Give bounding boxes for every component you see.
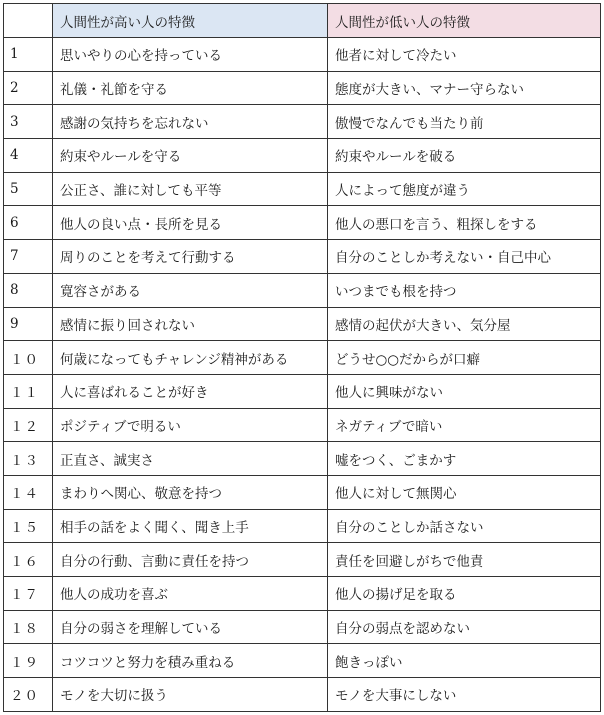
low-humanity-trait: 自分のことしか考えない・自己中心 (328, 240, 601, 274)
low-humanity-trait: いつまでも根を持つ (328, 273, 601, 307)
row-number: １９ (4, 644, 53, 678)
high-humanity-trait: モノを大切に扱う (53, 678, 328, 712)
low-humanity-trait: ネガティブで暗い (328, 408, 601, 442)
row-number: １６ (4, 543, 53, 577)
row-number: 3 (4, 105, 53, 139)
high-humanity-trait: 寛容さがある (53, 273, 328, 307)
table-row (4, 71, 601, 105)
table-row (4, 577, 601, 611)
row-number: １２ (4, 408, 53, 442)
table-row (4, 610, 601, 644)
table-row (4, 341, 601, 375)
high-humanity-trait: まわりへ関心、敬意を持つ (53, 475, 328, 509)
row-number: 6 (4, 206, 53, 240)
row-number: １５ (4, 509, 53, 543)
table-row (4, 475, 601, 509)
high-humanity-trait: 自分の弱さを理解している (53, 610, 328, 644)
table-row (4, 38, 601, 72)
table-row (4, 172, 601, 206)
table-row (4, 374, 601, 408)
low-humanity-trait: 他人に興味がない (328, 374, 601, 408)
header-low-humanity: 人間性が低い人の特徴 (328, 4, 601, 38)
table-row (4, 408, 601, 442)
low-humanity-trait: 約束やルールを破る (328, 139, 601, 173)
row-number: １４ (4, 475, 53, 509)
row-number: 9 (4, 307, 53, 341)
low-humanity-trait: 他者に対して冷たい (328, 38, 601, 72)
high-humanity-trait: 自分の行動、言動に責任を持つ (53, 543, 328, 577)
row-number: ２０ (4, 678, 53, 712)
high-humanity-trait: 感情に振り回されない (53, 307, 328, 341)
row-number: １０ (4, 341, 53, 375)
table-row (4, 240, 601, 274)
low-humanity-trait: 自分のことしか話さない (328, 509, 601, 543)
low-humanity-trait: 嘘をつく、ごまかす (328, 442, 601, 476)
low-humanity-trait: 人によって態度が違う (328, 172, 601, 206)
row-number: 5 (4, 172, 53, 206)
high-humanity-trait: コツコツと努力を積み重ねる (53, 644, 328, 678)
comparison-table-container (3, 3, 601, 712)
row-number: 8 (4, 273, 53, 307)
high-humanity-trait: 思いやりの心を持っている (53, 38, 328, 72)
row-number: １１ (4, 374, 53, 408)
table-body (4, 38, 601, 712)
high-humanity-trait: 他人の成功を喜ぶ (53, 577, 328, 611)
header-high-humanity: 人間性が高い人の特徴 (53, 4, 328, 38)
high-humanity-trait: 他人の良い点・長所を見る (53, 206, 328, 240)
table-row (4, 678, 601, 712)
high-humanity-trait: 約束やルールを守る (53, 139, 328, 173)
table-row (4, 509, 601, 543)
low-humanity-trait: モノを大事にしない (328, 678, 601, 712)
low-humanity-trait: どうせ○○だからが口癖 (328, 341, 601, 375)
low-humanity-trait: 飽きっぽい (328, 644, 601, 678)
table-row (4, 139, 601, 173)
table-row (4, 442, 601, 476)
high-humanity-trait: 礼儀・礼節を守る (53, 71, 328, 105)
low-humanity-trait: 責任を回避しがちで他責 (328, 543, 601, 577)
row-number: 4 (4, 139, 53, 173)
table-row (4, 543, 601, 577)
table-row (4, 206, 601, 240)
high-humanity-trait: 何歳になってもチャレンジ精神がある (53, 341, 328, 375)
low-humanity-trait: 態度が大きい、マナー守らない (328, 71, 601, 105)
high-humanity-trait: ポジティブで明るい (53, 408, 328, 442)
row-number: 7 (4, 240, 53, 274)
row-number: １７ (4, 577, 53, 611)
high-humanity-trait: 人に喜ばれることが好き (53, 374, 328, 408)
high-humanity-trait: 感謝の気持ちを忘れない (53, 105, 328, 139)
low-humanity-trait: 感情の起伏が大きい、気分屋 (328, 307, 601, 341)
low-humanity-trait: 傲慢でなんでも当たり前 (328, 105, 601, 139)
high-humanity-trait: 公正さ、誰に対しても平等 (53, 172, 328, 206)
row-number: 1 (4, 38, 53, 72)
table-row (4, 644, 601, 678)
header-number (4, 4, 53, 38)
row-number: １８ (4, 610, 53, 644)
comparison-table (3, 3, 601, 712)
table-row (4, 273, 601, 307)
high-humanity-trait: 相手の話をよく聞く、聞き上手 (53, 509, 328, 543)
table-row (4, 105, 601, 139)
row-number: 2 (4, 71, 53, 105)
low-humanity-trait: 他人の悪口を言う、粗探しをする (328, 206, 601, 240)
low-humanity-trait: 他人の揚げ足を取る (328, 577, 601, 611)
table-header-row (4, 4, 601, 38)
low-humanity-trait: 自分の弱点を認めない (328, 610, 601, 644)
table-row (4, 307, 601, 341)
high-humanity-trait: 周りのことを考えて行動する (53, 240, 328, 274)
high-humanity-trait: 正直さ、誠実さ (53, 442, 328, 476)
row-number: １３ (4, 442, 53, 476)
low-humanity-trait: 他人に対して無関心 (328, 475, 601, 509)
